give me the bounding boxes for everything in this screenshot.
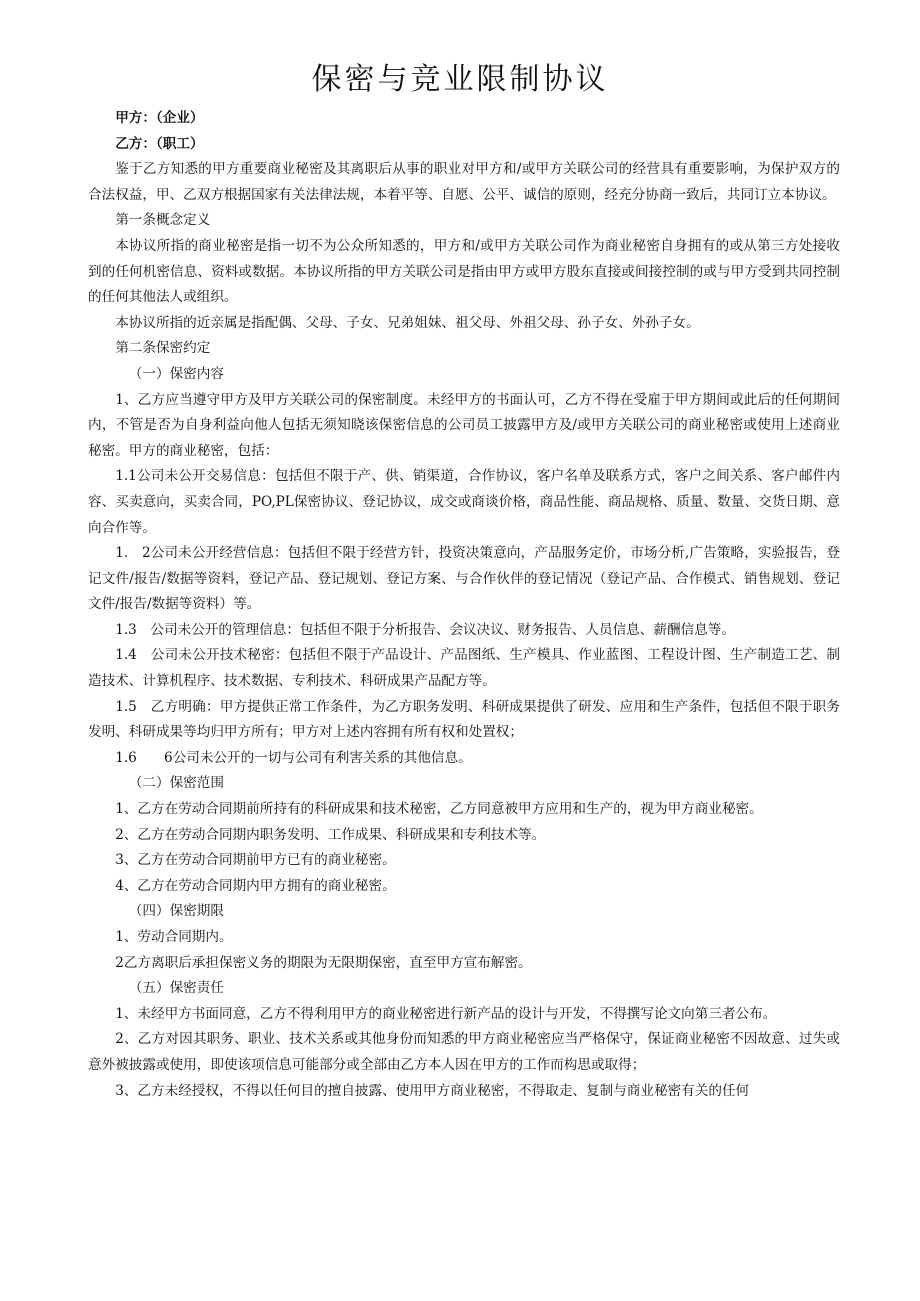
clause-1-6: 1.6 6公司未公开的一切与公司有利害关系的其他信息。	[115, 749, 472, 766]
duty-item-3: 3、乙方未经授权，不得以任何目的擅自披露、使用甲方商业秘密，不得取走、复制与商业秘密有关的任何	[115, 1082, 750, 1099]
article-2-heading: 第二条保密约定	[115, 340, 211, 357]
section-1-heading: （一）保密内容	[128, 365, 224, 382]
scope-item-2: 2、乙方在劳动合同期内职务发明、工作成果、科研成果和专利技术等。	[115, 826, 546, 843]
term-item-2: 2乙方离职后承担保密义务的期限为无限期保密，直至甲方宣布解密。	[115, 954, 532, 971]
clause-1-2: 1. 2公司未公开经营信息：包括但不限于经营方针，投资决策意向，产品服务定价，市场分析,广告策略，实验报告，登记文件/报告/数据等资料，登记产品、登记规划、登记方案、与合作伙伴的登记情况（登记产品、合作模式、销售规划、登记文件/报告/数据等资料）等。	[88, 545, 840, 613]
intro-paragraph: 鉴于乙方知悉的甲方重要商业秘密及其离职后从事的职业对甲方和/或甲方关联公司的经营具有重要影响，为保护双方的合法权益，甲、乙双方根据国家有关法律法规，本着平等、自愿、公平、诚信的原则，经充分协商一致后，共同订立本协议。	[88, 161, 840, 203]
scope-item-4: 4、乙方在劳动合同期内甲方拥有的商业秘密。	[115, 877, 396, 894]
duty-item-1: 1、未经甲方书面同意，乙方不得利用甲方的商业秘密进行新产品的设计与开发，不得撰写论文向第三者公布。	[115, 1005, 777, 1022]
party-b: 乙方：（职工）	[115, 135, 204, 152]
document-title: 保密与竞业限制协议	[311, 62, 609, 97]
term-item-1: 1、劳动合同期内。	[115, 929, 233, 945]
article-1-paragraph-1: 本协议所指的商业秘密是指一切不为公众所知悉的，甲方和/或甲方关联公司作为商业秘密自身拥有的或从第三方处接收到的任何机密信息、资料或数据。本协议所指的甲方关联公司是指由甲方或甲方股东直接或间接控制的或与甲方受到共同控制的任何其他法人或组织。	[88, 237, 840, 306]
duty-item-2: 2、乙方对因其职务、职业、技术关系或其他身份而知悉的甲方商业秘密应当严格保守，保证商业秘密不因故意、过失或意外被披露或使用，即使该项信息可能部分或全部由乙方本人因在甲方的工作而构思或取得；	[88, 1031, 840, 1073]
section-5-heading: （五）保密责任	[128, 980, 224, 997]
scope-item-1: 1、乙方在劳动合同期前所持有的科研成果和技术秘密，乙方同意被甲方应用和生产的，视为甲方商业秘密。	[115, 801, 763, 818]
party-a: 甲方：（企业）	[115, 110, 204, 126]
section-4-heading: （四）保密期限	[128, 903, 224, 920]
article-1-paragraph-2: 本协议所指的近亲属是指配偶、父母、子女、兄弟姐妹、祖父母、外祖父母、孙子女、外孙子女。	[115, 314, 700, 331]
clause-1-3: 1.3 公司未公开的管理信息：包括但不限于分析报告、会议决议、财务报告、人员信息、薪酬信息等。	[115, 621, 735, 638]
clause-1-4: 1.4 公司未公开技术秘密：包括但不限于产品设计、产品图纸、生产模具、作业蓝图、工程设计图、生产制造工艺、制造技术、计算机程序、技术数据、专利技术、科研成果产品配方等。	[88, 647, 840, 690]
section-2-heading: （二）保密范围	[128, 775, 224, 792]
clause-1: 1、乙方应当遵守甲方及甲方关联公司的保密制度。未经甲方的书面认可，乙方不得在受雇于甲方期间或此后的任何期间内，不管是否为自身利益向他人包括无须知晓该保密信息的公司员工披露甲方及/或甲方关联公司的商业秘密或使用上述商业秘密。甲方的商业秘密，包括：	[88, 391, 840, 459]
document-body	[88, 106, 840, 1104]
article-1-heading: 第一条概念定义	[115, 212, 211, 229]
clause-1-5: 1.5 乙方明确：甲方提供正常工作条件，为乙方职务发明、科研成果提供了研发、应用和生产条件，包括但不限于职务发明、科研成果等均归甲方所有；甲方对上述内容拥有所有权和处置权；	[88, 698, 840, 741]
clause-1-1: 1.1公司未公开交易信息：包括但不限于产、供、销渠道，合作协议，客户名单及联系方式，客户之间关系、客户邮件内容、买卖意向，买卖合同，PO,PL保密协议、登记协议，成交或商谈价格，商品性能、商品规格、质量、数量、交货日期、意向合作等。	[88, 468, 840, 536]
scope-item-3: 3、乙方在劳动合同期前甲方已有的商业秘密。	[115, 852, 396, 869]
